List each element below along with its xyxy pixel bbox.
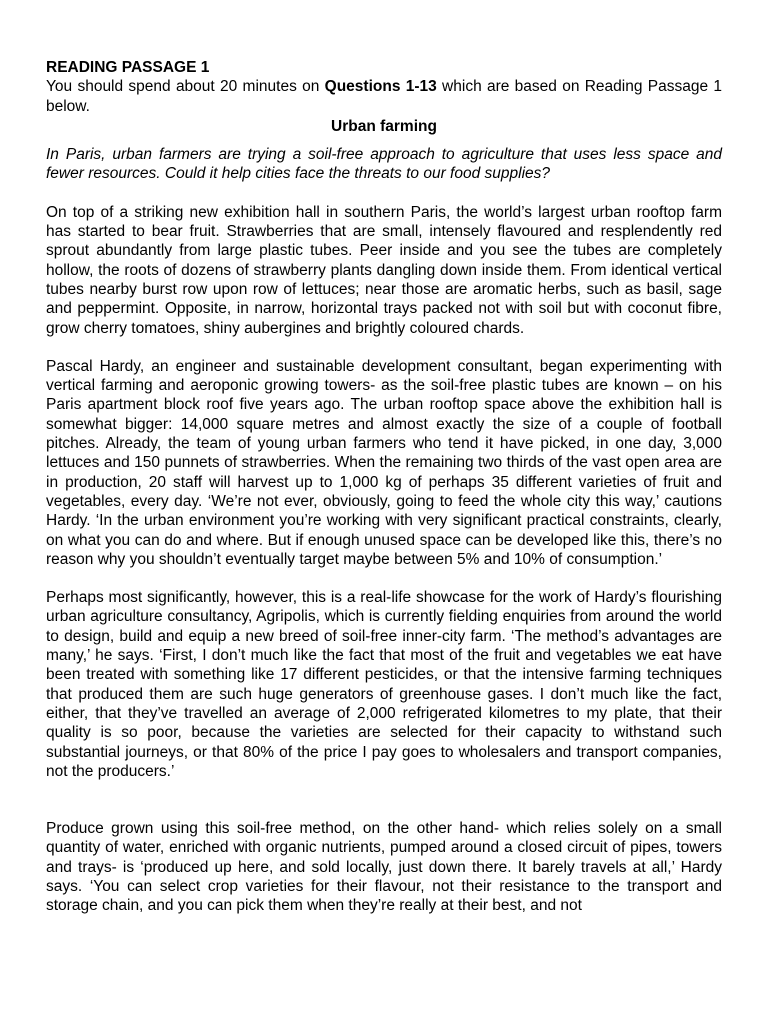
- passage-paragraph-3: Perhaps most significantly, however, this is a real-life showcase for the work of Hardy’s flourishing urban agriculture consultancy, Agripolis, which is currently fielding enquiries from around the world to design, build and equip a new breed of soil-free inner-city farm. ‘The method’s advantages are many,’ he says. ‘First, I don’t much like the fact that most of the fruit and vegetables we eat have been treated with something like 17 different pesticides, or that the intensive farming techniques that produced them are such huge generators of greenhouse gases. I don’t much like the fact, either, that they’ve travelled an average of 2,000 refrigerated kilometres to my plate, that their quality is so poor, because the varieties are selected for their capacity to withstand such substantial journeys, or that 80% of the price I pay goes to wholesalers and transport companies, not the producers.’: [46, 589, 722, 780]
- instruction-questions-range: Questions 1-13: [324, 78, 437, 96]
- passage-title: Urban farming: [331, 117, 437, 135]
- passage-lead: In Paris, urban farmers are trying a soil-free approach to agriculture that uses less space and fewer resources. Could it help cities face the threats to our food supplies?: [46, 146, 722, 183]
- instruction-text-start: You should spend about 20 minutes on: [46, 78, 325, 96]
- passage-paragraph-1: On top of a striking new exhibition hall in southern Paris, the world’s largest urban rooftop farm has started to bear fruit. Strawberries that are small, intensely flavoured and resplendently red sprout abundantly from large plastic tubes. Peer inside and you see the tubes are completely hollow, the roots of dozens of strawberry plants dangling down inside them. From identical vertical tubes nearby burst row upon row of lettuces; near those are aromatic herbs, such as basil, sage and peppermint. Opposite, in narrow, horizontal trays packed not with soil but with coconut fibre, grow cherry tomatoes, shiny aubergines and brightly coloured chards.: [46, 203, 722, 337]
- reading-passage-page: [46, 58, 722, 916]
- passage-heading: READING PASSAGE 1: [46, 59, 210, 76]
- passage-instruction: [46, 77, 722, 116]
- passage-paragraph-4: Produce grown using this soil-free method, on the other hand- which relies solely on a small quantity of water, enriched with organic nutrients, pumped around a closed circuit of pipes, towers and trays- is ‘produced up here, and sold locally, just down there. It barely travels at all,’ Hardy says. ‘You can select crop varieties for their flavour, not their resistance to the transport and storage chain, and you can pick them when they’re really at their best, and not: [46, 820, 722, 915]
- instruction-text-end: which are based on Reading Passage 1 below.: [46, 78, 722, 115]
- passage-paragraph-2: Pascal Hardy, an engineer and sustainable development consultant, began experimenting with vertical farming and aeroponic growing towers- as the soil-free plastic tubes are known – on his Paris apartment block roof five years ago. The urban rooftop space above the exhibition hall is somewhat bigger: 14,000 square metres and almost exactly the size of a couple of football pitches. Already, the team of young urban farmers who tend it have picked, in one day, 3,000 lettuces and 150 punnets of strawberries. When the remaining two thirds of the vast open area are in production, 20 staff will harvest up to 1,000 kg of perhaps 35 different varieties of fruit and vegetables, every day. ‘We’re not ever, obviously, going to feed the whole city this way,’ cautions Hardy. ‘In the urban environment you’re working with very significant practical constraints, clearly, on what you can do and where. But if enough unused space can be developed like this, there’s no reason why you shouldn’t eventually target maybe between 5% and 10% of consumption.’: [46, 357, 722, 568]
